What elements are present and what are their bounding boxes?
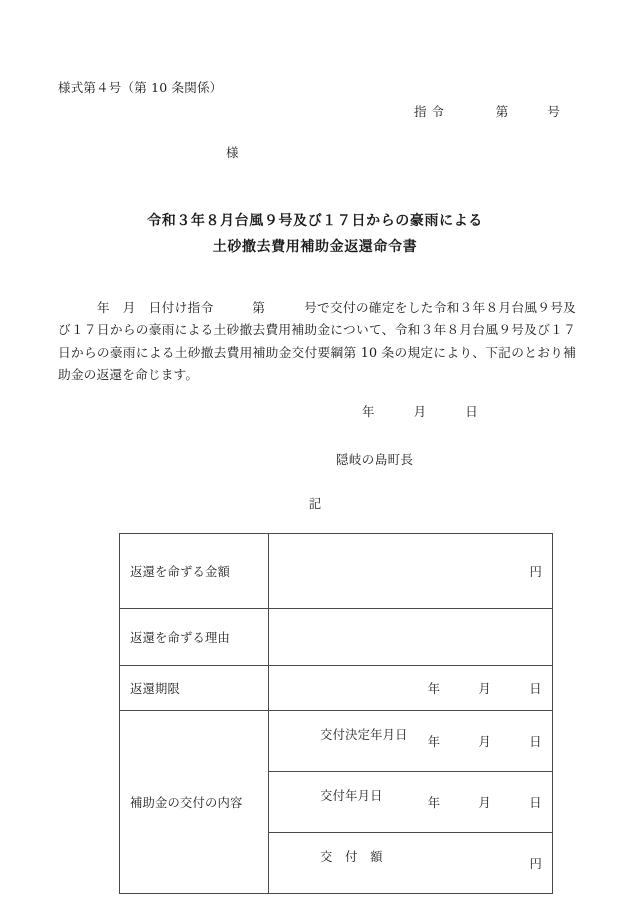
- row-value-return-deadline[interactable]: [269, 666, 553, 711]
- table-row: [120, 711, 553, 772]
- form-number: 様式第４号（第 10 条関係）: [58, 80, 223, 95]
- grant-date-label: 交付年月日: [320, 789, 383, 803]
- grant-decision-date-label: 交付決定年月日: [320, 728, 408, 742]
- issue-date-line: 年 月 日: [362, 404, 479, 419]
- document-title: [0, 208, 630, 260]
- row-value-grant-date[interactable]: [269, 772, 553, 833]
- document-title-line-2: 土砂撤去費用補助金返還命令書: [212, 239, 418, 255]
- record-marker: 記: [308, 496, 322, 511]
- addressee-line: 様: [226, 145, 239, 160]
- signer-name: 隠岐の島町長: [336, 452, 414, 467]
- row-label-return-amount: 返還を命ずる金額: [120, 534, 269, 609]
- table-row: [120, 666, 553, 711]
- row-value-return-amount[interactable]: [269, 534, 553, 609]
- grant-amount-unit: 円: [529, 857, 542, 871]
- return-detail-table: [119, 533, 553, 894]
- row-label-return-reason: 返還を命ずる理由: [120, 609, 269, 666]
- grant-decision-date-value: 年 月 日: [427, 735, 542, 749]
- document-title-line-1: 令和３年８月台風９号及び１７日からの豪雨による: [147, 213, 483, 229]
- return-amount-unit: 円: [529, 565, 542, 579]
- return-deadline-date: 年 月 日: [427, 682, 542, 696]
- table-row: [120, 609, 553, 666]
- row-value-return-reason[interactable]: [269, 609, 553, 666]
- table-row: [120, 534, 553, 609]
- row-value-grant-decision-date[interactable]: [269, 711, 553, 772]
- body-paragraph: 年 月 日付け指令 第 号で交付の確定をした令和３年８月台風９号及び１７日からの豪雨による土砂撤去費用補助金について、令和３年８月台風９号及び１７日からの豪雨による土砂撤去費用補助金交付要綱第 10 条の規定により、下記のとおり補助金の返還を命じます。: [58, 300, 576, 383]
- order-number-line: 指 令 第 号: [414, 104, 561, 119]
- row-label-subsidy-content: 補助金の交付の内容: [120, 711, 269, 894]
- row-value-grant-amount[interactable]: [269, 833, 553, 894]
- grant-amount-label: 交 付 額: [320, 850, 383, 864]
- grant-date-value: 年 月 日: [427, 796, 542, 810]
- row-label-return-deadline: 返還期限: [120, 666, 269, 711]
